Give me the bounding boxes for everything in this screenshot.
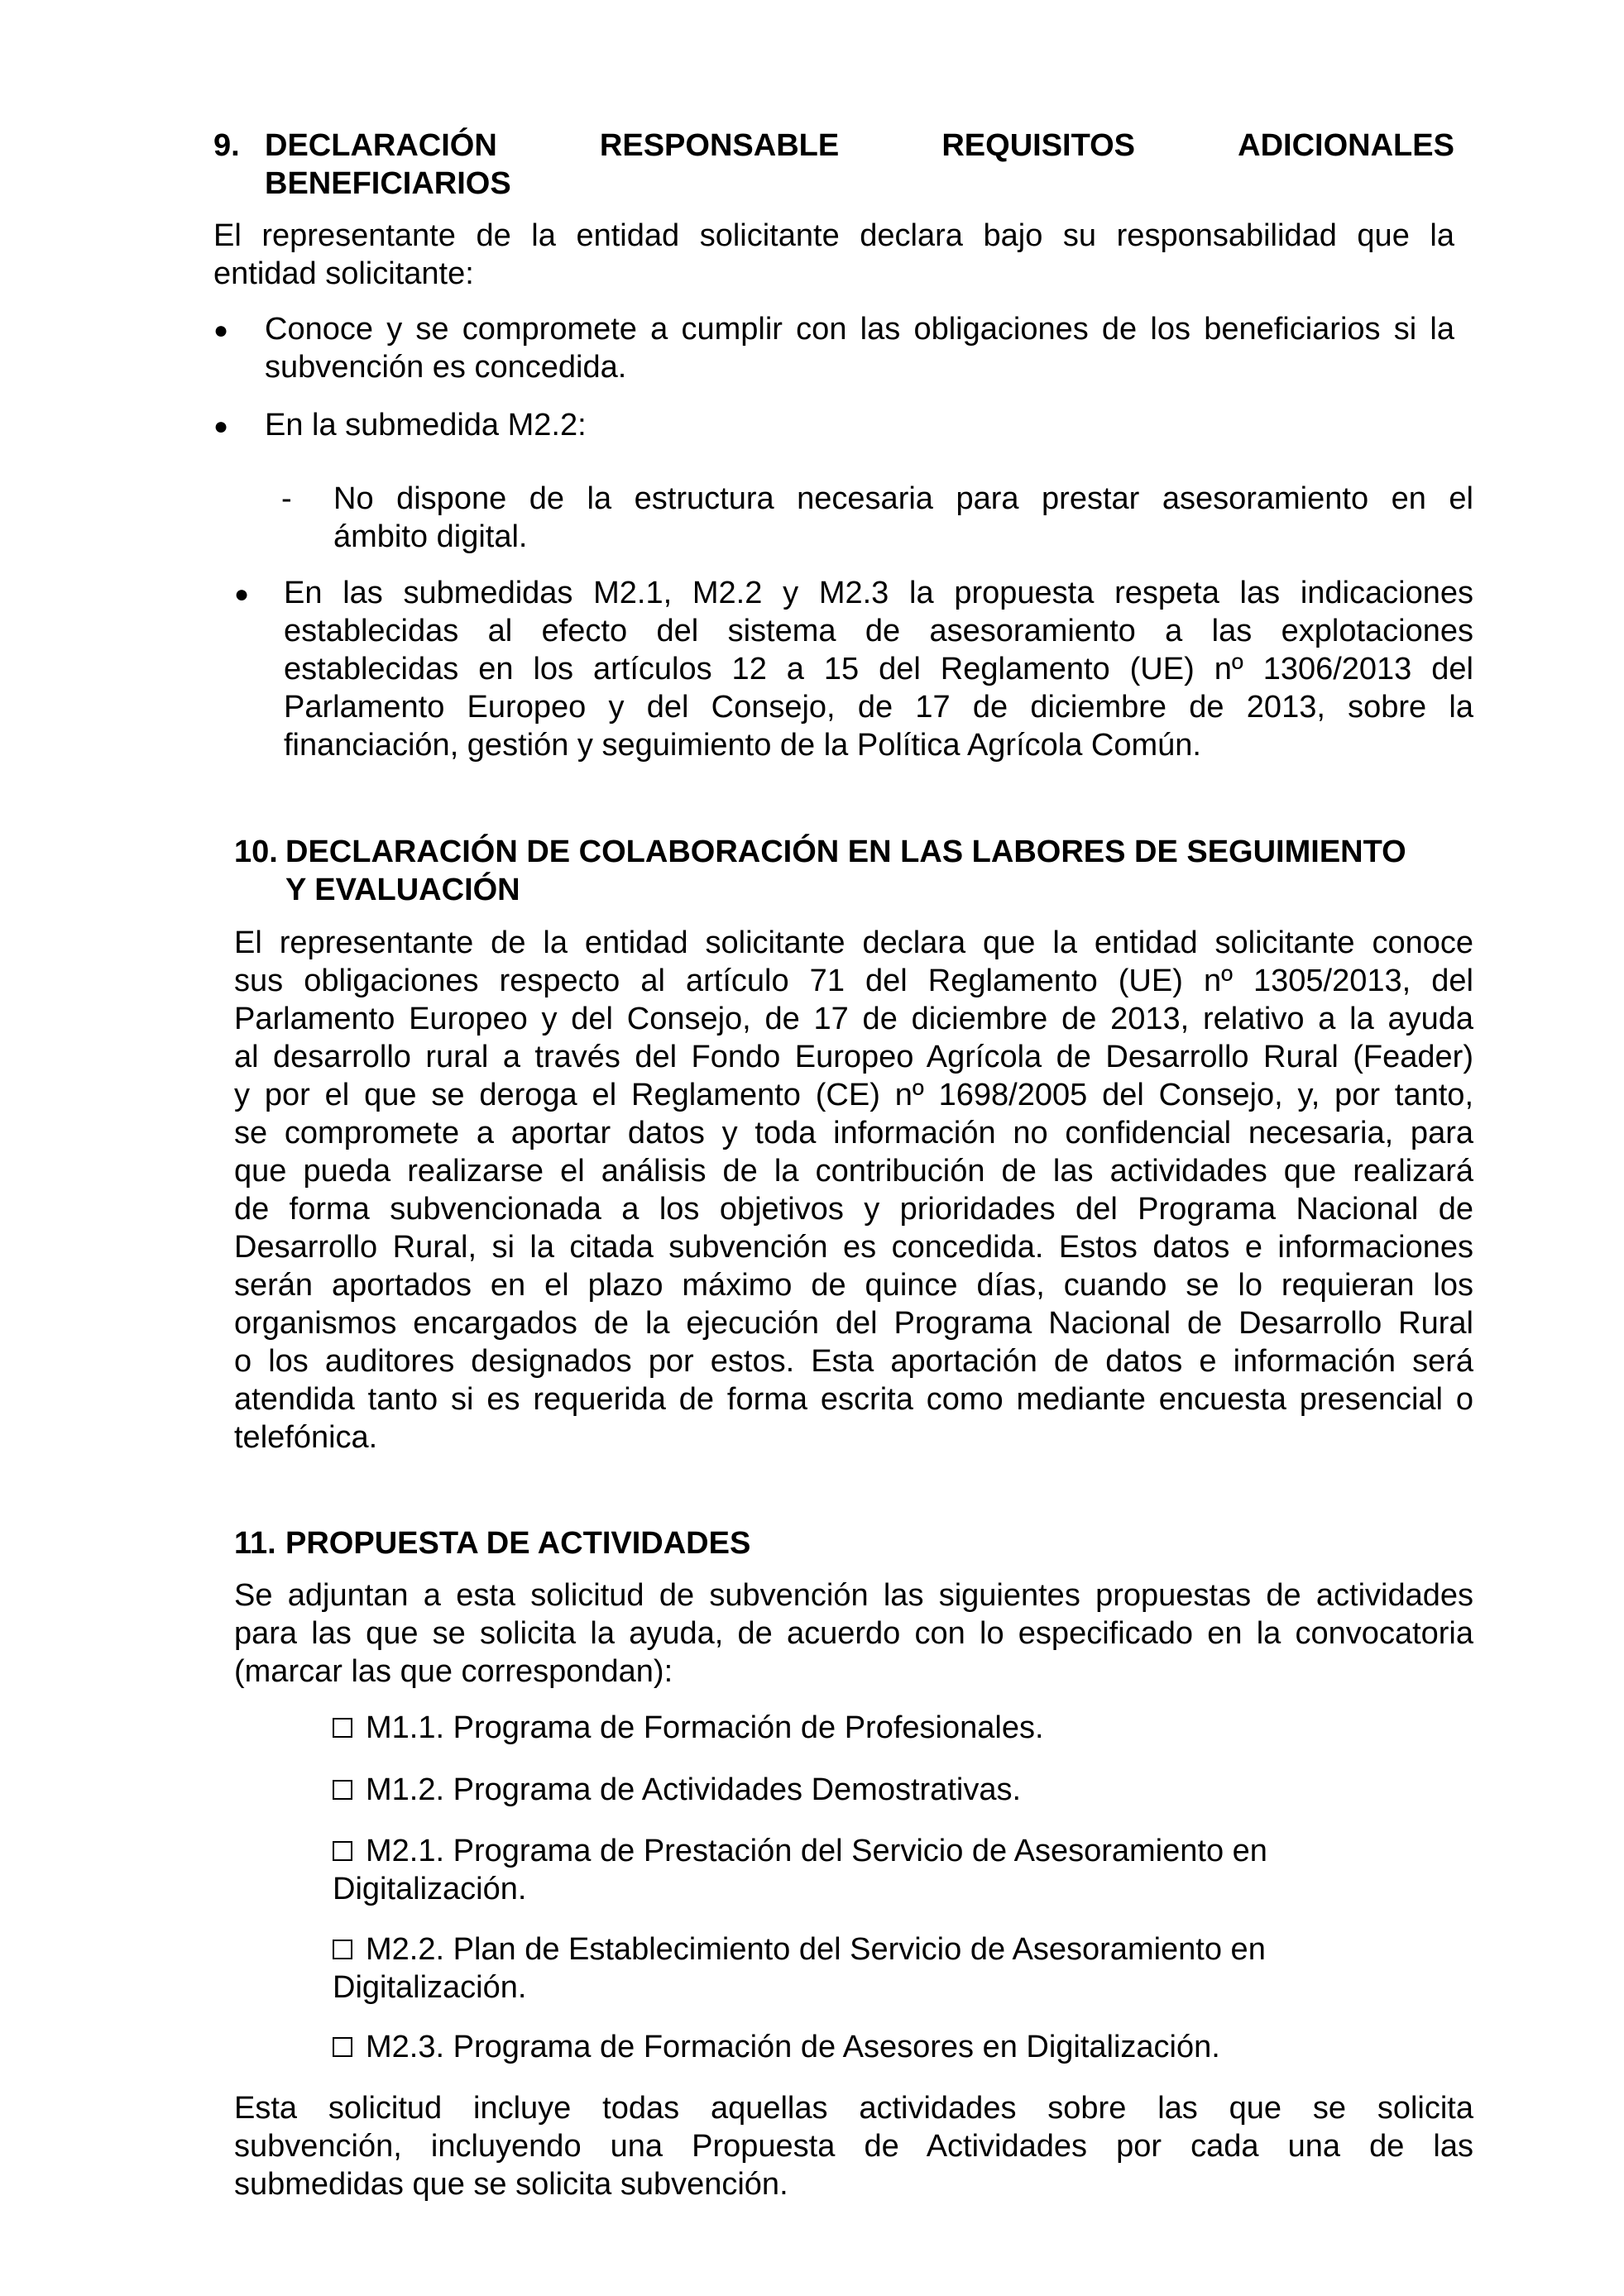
- section-11-number: 11.: [234, 1526, 276, 1561]
- section-10-body-line: al desarrollo rural a través del Fondo Europeo Agrícola de Desarrollo Rural (Feader): [234, 1040, 1473, 1074]
- bullet-1-line2: subvención es concedida.: [265, 350, 627, 385]
- checkbox-m1-1[interactable]: [333, 1718, 352, 1738]
- bullet-2-line1: En la submedida M2.2:: [265, 408, 587, 442]
- section-10-body-line: se compromete a aportar datos y toda información no confidencial necesaria, para: [234, 1116, 1473, 1150]
- section-11-closing-line: submedidas que se solicita subvención.: [234, 2167, 788, 2202]
- dash-1-line2: ámbito digital.: [333, 519, 528, 554]
- section-11-closing-line: subvención, incluyendo una Propuesta de Actividades por cada una de las: [234, 2129, 1473, 2164]
- option-label: M1.1. Programa de Formación de Profesionales.: [366, 1710, 1044, 1745]
- section-10-body-line: de forma subvencionada a los objetivos y prioridades del Programa Nacional de: [234, 1192, 1473, 1227]
- section-9-intro-line1: El representante de la entidad solicitante declara bajo su responsabilidad que la: [213, 218, 1454, 253]
- section-10-body-line: o los auditores designados por estos. Esta aportación de datos e información será: [234, 1344, 1473, 1379]
- section-10-body-line: organismos encargados de la ejecución del Programa Nacional de Desarrollo Rural: [234, 1306, 1473, 1341]
- bullet-1-line1: Conoce y se compromete a cumplir con las obligaciones de los beneficiarios si la: [265, 312, 1454, 347]
- bullet-dot-icon: ●: [213, 317, 229, 344]
- section-10-body-line: sus obligaciones respecto al artículo 71 del Reglamento (UE) nº 1305/2013, del: [234, 964, 1473, 998]
- checkbox-m1-2[interactable]: [333, 1780, 352, 1800]
- section-9-title-line1: [265, 127, 1454, 165]
- section-10-number: 10.: [234, 835, 278, 869]
- section-10-body-line: El representante de la entidad solicitante declara que la entidad solicitante conoce: [234, 926, 1473, 960]
- bullet-dot-icon: ●: [234, 581, 250, 608]
- section-10-body-line: telefónica.: [234, 1420, 378, 1455]
- checkbox-m2-1[interactable]: [333, 1841, 352, 1861]
- section-10-body-line: serán aportados en el plazo máximo de quince días, cuando se lo requieran los: [234, 1268, 1473, 1303]
- option-label: M2.3. Programa de Formación de Asesores en Digitalización.: [366, 2030, 1220, 2064]
- section-10-body-line: y por el que se deroga el Reglamento (CE) nº 1698/2005 del Consejo, y, por tanto,: [234, 1078, 1473, 1112]
- title-word: DECLARACIÓN: [265, 128, 497, 163]
- section-9-intro-line2: entidad solicitante:: [213, 256, 474, 291]
- section-11-intro-line: Se adjuntan a esta solicitud de subvención las siguientes propuestas de actividades: [234, 1578, 1473, 1613]
- checkbox-m2-2[interactable]: [333, 1940, 352, 1959]
- dash-icon: -: [281, 481, 292, 516]
- bullet-3-line: financiación, gestión y seguimiento de la Política Agrícola Común.: [284, 728, 1201, 763]
- bullet-3-line: En las submedidas M2.1, M2.2 y M2.3 la propuesta respeta las indicaciones: [284, 576, 1473, 610]
- bullet-3-line: establecidas al efecto del sistema de asesoramiento a las explotaciones: [284, 614, 1473, 648]
- section-10-title-line1: DECLARACIÓN DE COLABORACIÓN EN LAS LABORES DE SEGUIMIENTO: [285, 835, 1406, 869]
- checkbox-m2-3[interactable]: [333, 2037, 352, 2057]
- option-label: M2.2. Plan de Establecimiento del Servicio de Asesoramiento en: [366, 1932, 1266, 1967]
- bullet-3-line: Parlamento Europeo y del Consejo, de 17 de diciembre de 2013, sobre la: [284, 690, 1473, 725]
- title-word: REQUISITOS: [941, 128, 1136, 163]
- option-label: M2.1. Programa de Prestación del Servicio de Asesoramiento en: [366, 1834, 1267, 1868]
- title-word: RESPONSABLE: [599, 128, 840, 163]
- section-11-intro-line: (marcar las que correspondan):: [234, 1654, 673, 1689]
- section-9-number: 9.: [213, 128, 240, 163]
- section-10-body-line: Desarrollo Rural, si la citada subvención es concedida. Estos datos e informaciones: [234, 1230, 1473, 1265]
- section-11-title: PROPUESTA DE ACTIVIDADES: [285, 1526, 751, 1561]
- section-10-body-line: Parlamento Europeo y del Consejo, de 17 de diciembre de 2013, relativo a la ayuda: [234, 1002, 1473, 1036]
- option-label: M1.2. Programa de Actividades Demostrativas.: [366, 1772, 1022, 1807]
- section-10-body-line: atendida tanto si es requerida de forma escrita como mediante encuesta presencial o: [234, 1382, 1473, 1417]
- section-9-title-line2: BENEFICIARIOS: [265, 166, 511, 201]
- dash-1-line1: No dispone de la estructura necesaria para prestar asesoramiento en el: [333, 481, 1473, 516]
- option-label-continuation: Digitalización.: [333, 1970, 527, 2005]
- section-10-title-line2: Y EVALUACIÓN: [285, 873, 520, 907]
- title-word: ADICIONALES: [1238, 128, 1454, 163]
- section-11-closing-line: Esta solicitud incluye todas aquellas actividades sobre las que se solicita: [234, 2091, 1473, 2126]
- section-11-intro-line: para las que se solicita la ayuda, de acuerdo con lo especificado en la convocatoria: [234, 1616, 1473, 1651]
- bullet-dot-icon: ●: [213, 413, 229, 440]
- option-label-continuation: Digitalización.: [333, 1872, 527, 1906]
- section-10-body-line: que pueda realizarse el análisis de la contribución de las actividades que realizará: [234, 1154, 1473, 1189]
- bullet-3-line: establecidas en los artículos 12 a 15 del Reglamento (UE) nº 1306/2013 del: [284, 652, 1473, 686]
